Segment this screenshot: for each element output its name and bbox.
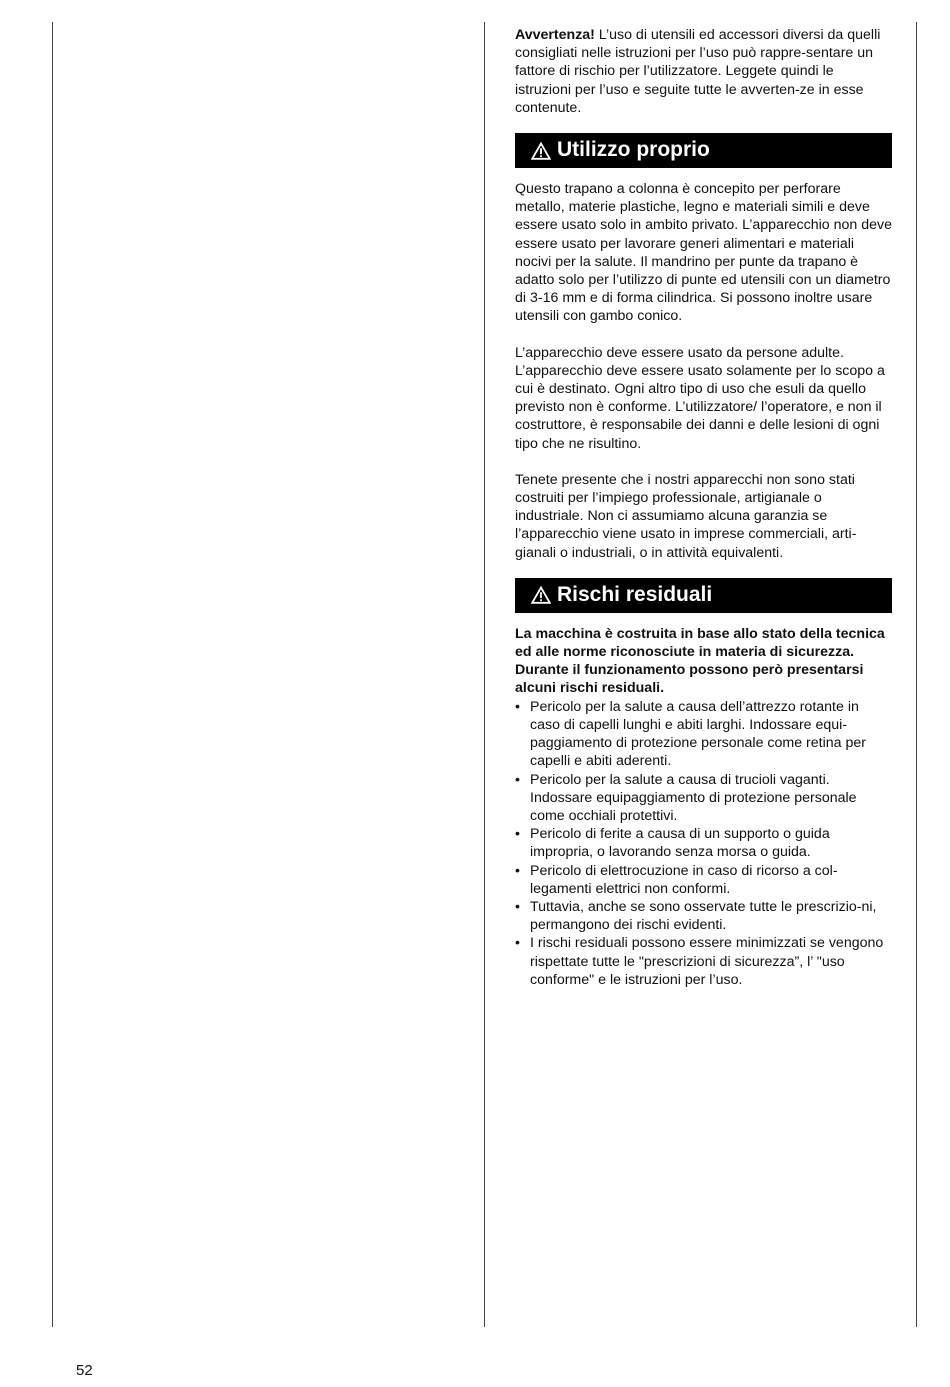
bullet-glyph: • — [515, 935, 520, 952]
use-paragraph-1: Questo trapano a colonna è concepito per perforare metallo, materie plastiche, legno e materiali simili e deve essere usato solo in ambito privato. L’apparecchio non deve essere usato per lavorare generi alimentari e materiali nocivi per la salute. Il mandrino per punte da trapano è adatto solo per l’utilizzo di punte ed utensili con un diametro di 3-16 mm e di forma cilindrica. Si possono inoltre usare utensili con gambo conico. — [515, 181, 892, 325]
list-item — [515, 898, 892, 934]
warning-paragraph — [515, 26, 892, 117]
bullet-glyph: • — [515, 826, 520, 843]
list-item — [515, 825, 892, 861]
list-item-text: Pericolo per la salute a causa di trucioli vaganti. Indossare equipaggiamento di protezione personale come occhiali protettivi. — [530, 771, 857, 824]
list-item-text: Pericolo di elettrocuzione in caso di ricorso a col-legamenti elettrici non conformi. — [530, 862, 838, 897]
list-item — [515, 698, 892, 771]
list-item-text: Pericolo di ferite a causa di un supporto o guida impropria, o lavorando senza morsa o guida. — [530, 826, 830, 861]
list-item-text: Tuttavia, anche se sono osservate tutte le prescrizio-ni, permangono dei rischi evidenti. — [530, 898, 877, 934]
bullet-glyph: • — [515, 698, 520, 715]
column-rule-middle — [484, 22, 485, 1327]
use-paragraph-2: L’apparecchio deve essere usato da persone adulte. L’apparecchio deve essere usato solamente per lo scopo a cui è destinato. Ogni altro tipo di uso che esuli da quello previsto non è conforme. L’utilizzatore/ l’operatore, e non il costruttore, è responsabile dei danni e delle lesioni di ogni tipo che ne risultino. — [515, 344, 885, 452]
warning-lead: Avvertenza! — [515, 27, 595, 43]
risk-list — [515, 698, 892, 989]
list-item-text: Pericolo per la salute a causa dell’attrezzo rotante in caso di capelli lunghi e abiti larghi. Indossare equi-paggiamento di protezione personale come retina per capelli e abiti aderenti. — [530, 698, 866, 770]
section-heading-rischi-residuali — [515, 578, 892, 613]
bullet-glyph: • — [515, 898, 520, 915]
use-paragraph-3: Tenete presente che i nostri apparecchi non sono stati costruiti per l’impiego professionale, artigianale o industriale. Non ci assumiamo alcuna garanzia se l’apparecchio viene usato in imprese commerciali, arti-gianali o industriali, o in attività equivalenti. — [515, 471, 857, 561]
warning-triangle-icon — [531, 142, 551, 160]
bullet-glyph: • — [515, 862, 520, 879]
list-item — [515, 934, 892, 989]
bullet-glyph: • — [515, 771, 520, 788]
section-heading-text: Rischi residuali — [557, 583, 713, 607]
column-rule-right — [916, 22, 917, 1327]
warning-triangle-icon — [531, 586, 551, 604]
page-number: 52 — [76, 1362, 93, 1379]
column-rule-left — [52, 22, 53, 1327]
list-item-text: I rischi residuali possono essere minimizzati se vengono rispettate tutte le "prescrizioni di sicurezza”, l’ "uso conforme" e le istruzioni per l’uso. — [530, 935, 884, 988]
section-heading-utilizzo-proprio — [515, 133, 892, 168]
list-item — [515, 862, 892, 898]
risks-intro: La macchina è costruita in base allo stato della tecnica ed alle norme riconosciute in materia di sicurezza. Durante il funzionamento possono però presentarsi alcuni rischi residuali. — [515, 625, 885, 697]
section-heading-text: Utilizzo proprio — [557, 138, 710, 162]
warning-text: L’uso di utensili ed accessori diversi da quelli consigliati nelle istruzioni per l’uso può rappre-sentare un fattore di rischio per l’utilizzatore. Leggete quindi le istruzioni per l’uso e seguite tutte le avverten-ze in esse contenute. — [515, 27, 881, 116]
list-item — [515, 771, 892, 826]
right-column — [515, 26, 892, 989]
